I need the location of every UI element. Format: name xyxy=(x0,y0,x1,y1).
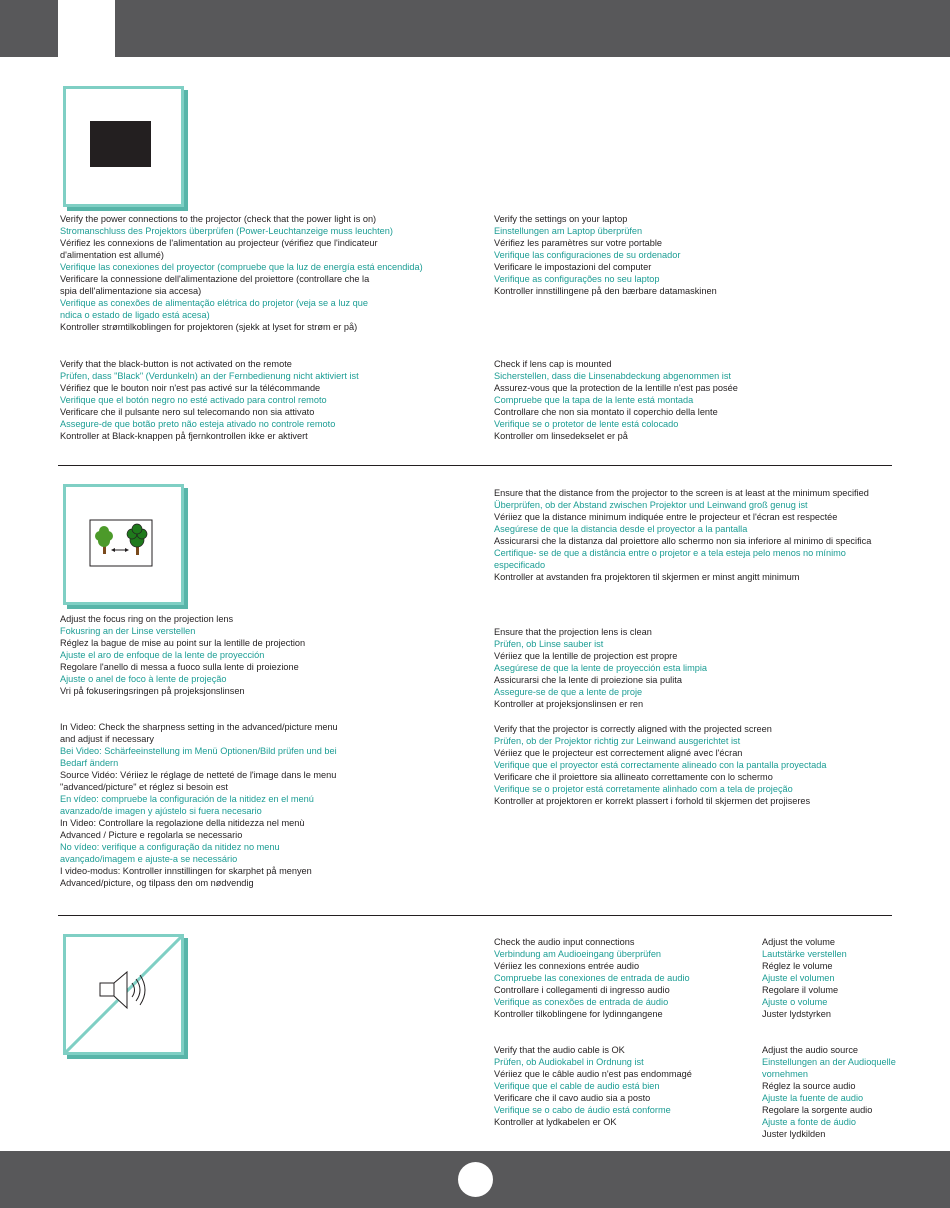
text-line: Verifique se o projetor está corretamente alinhado com a tela de projeção xyxy=(494,784,793,794)
text-line: Advanced / Picture e regolarla se necessario xyxy=(60,830,243,840)
text-line: Regolare l'anello di messa a fuoco sulla lente di proiezione xyxy=(60,662,299,672)
text-line: Kontroller innstillingene på den bærbare datamaskinen xyxy=(494,286,717,296)
text-block xyxy=(762,936,847,1020)
text-line: Verifique as configurações no seu laptop xyxy=(494,274,660,284)
text-line: Überprüfen, ob der Abstand zwischen Projektor und Leinwand groß genug ist xyxy=(494,500,808,510)
text-line: Advanced/picture, og tilpass den om nødvendig xyxy=(60,878,254,888)
text-block xyxy=(494,936,690,1020)
text-line: Adjust the audio source xyxy=(762,1045,859,1055)
text-line: Verificare le impostazioni del computer xyxy=(494,262,652,272)
speaker-muted-icon xyxy=(63,934,184,1055)
text-line: Vériiez les connexions entrée audio xyxy=(494,961,640,971)
text-line: Verify that the projector is correctly aligned with the projected screen xyxy=(494,724,772,734)
text-line: Verbindung am Audioeingang überprüfen xyxy=(494,949,662,959)
text-line: Controllare che non sia montato il coperchio della lente xyxy=(494,407,718,417)
speaker-mute-illustration xyxy=(66,937,181,1052)
text-block xyxy=(494,487,871,583)
text-line: Verifique las configuraciones de su ordenador xyxy=(494,250,681,260)
text-line: Juster lydstyrken xyxy=(762,1009,831,1019)
text-block xyxy=(494,358,738,442)
text-line: Kontroller at avstanden fra projektoren til skjermen er minst angitt minimum xyxy=(494,572,800,582)
text-line: Assicurarsi che la lente di proiezione sia pulita xyxy=(494,675,682,685)
text-line: Check the audio input connections xyxy=(494,937,635,947)
text-line: Ajuste el aro de enfoque de la lente de proyección xyxy=(60,650,265,660)
text-line: avanzado/de imagen y ajústelo si fuera necesario xyxy=(60,806,262,816)
text-block xyxy=(60,213,423,333)
text-line: Kontroller om linsedekselet er på xyxy=(494,431,628,441)
text-line: Ensure that the distance from the projector to the screen is at least at the minimum specified xyxy=(494,488,869,498)
text-line: Einstellungen am Laptop überprüfen xyxy=(494,226,643,236)
text-line: Verifique se o cabo de áudio está conforme xyxy=(494,1105,671,1115)
projector-black-screen-icon xyxy=(63,86,184,207)
text-block xyxy=(60,358,359,442)
text-line: Regolare il volume xyxy=(762,985,839,995)
text-line: Check if lens cap is mounted xyxy=(494,359,612,369)
text-line: Verifique se o protetor de lente está colocado xyxy=(494,419,679,429)
text-line: Prüfen, ob Linse sauber ist xyxy=(494,639,604,649)
text-line: Verificare che il proiettore sia allineato correttamente con lo schermo xyxy=(494,772,773,782)
text-line: spia dell'alimentazione sia accesa) xyxy=(60,286,202,296)
text-line: Prüfen, ob Audiokabel in Ordnung ist xyxy=(494,1057,644,1067)
text-line: Compruebe que la tapa de la lente está montada xyxy=(494,395,694,405)
text-line: Kontroller at projektoren er korrekt plassert i forhold til skjermen det projiseres xyxy=(494,796,811,806)
text-line: Asegúrese de que la distancia desde el proyector a la pantalla xyxy=(494,524,748,534)
text-line: Vériiez que le projecteur est correctement aligné avec l'écran xyxy=(494,748,743,758)
black-screen-shape xyxy=(90,121,151,167)
text-line: Verifique las conexiones del proyector (compruebe que la luz de energía está encendida) xyxy=(60,262,423,272)
text-line: Regolare la sorgente audio xyxy=(762,1105,873,1115)
text-line: Adjust the focus ring on the projection lens xyxy=(60,614,234,624)
text-line: ndica o estado de ligado está acesa) xyxy=(60,310,210,320)
text-line: Vri på fokuseringsringen på projeksjonslinsen xyxy=(60,686,245,696)
section-divider xyxy=(58,465,892,466)
text-line: Assegure-se de que a lente de proje xyxy=(494,687,643,697)
text-line: Ajuste o anel de foco à lente de projeção xyxy=(60,674,227,684)
text-line: Verify the power connections to the projector (check that the power light is on) xyxy=(60,214,377,224)
text-line: Verificare che il pulsante nero sul telecomando non sia attivato xyxy=(60,407,315,417)
text-line: Vérifiez que le bouton noir n'est pas activé sur la télécommande xyxy=(60,383,321,393)
text-line: Bei Video: Schärfeeinstellung im Menü Optionen/Bild prüfen und bei xyxy=(60,746,337,756)
text-line: No vídeo: verifique a configuração da nitidez no menu xyxy=(60,842,280,852)
footer-bar xyxy=(0,1151,950,1208)
text-line: In Video: Controllare la regolazione della nitidezza nel menù xyxy=(60,818,305,828)
text-line: Prüfen, ob der Projektor richtig zur Leinwand ausgerichtet ist xyxy=(494,736,741,746)
text-line: In Video: Check the sharpness setting in the advanced/picture menu xyxy=(60,722,338,732)
text-line: Asegúrese de que la lente de proyección esta limpia xyxy=(494,663,707,673)
text-line: Vériiez que le câble audio n'est pas endommagé xyxy=(494,1069,692,1079)
text-line: Lautstärke verstellen xyxy=(762,949,847,959)
text-block xyxy=(494,723,827,807)
text-line: Vériiez que la lentille de projection est propre xyxy=(494,651,678,661)
text-line: Vériiez que la distance minimum indiquée entre le projecteur et l'écran est respectée xyxy=(494,512,838,522)
text-line: "advanced/picture" et réglez si besoin est xyxy=(60,782,228,792)
text-line: Ajuste a fonte de áudio xyxy=(762,1117,856,1127)
text-line: avançado/imagem e ajuste-a se necessário xyxy=(60,854,238,864)
text-line: Verifique as conexões de alimentação elétrica do projetor (veja se a luz que xyxy=(60,298,368,308)
text-line: Source Vidéo: Vériiez le réglage de netteté de l'image dans le menu xyxy=(60,770,337,780)
text-line: Réglez la bague de mise au point sur la lentille de projection xyxy=(60,638,306,648)
text-line: Verify that the black-button is not activated on the remote xyxy=(60,359,292,369)
text-block xyxy=(494,213,717,297)
page-tab-marker xyxy=(58,0,115,57)
text-line: Sicherstellen, dass die Linsenabdeckung abgenommen ist xyxy=(494,371,731,381)
text-line: Compruebe las conexiones de entrada de audio xyxy=(494,973,690,983)
text-line: Vérifiez les paramètres sur votre portable xyxy=(494,238,662,248)
text-line: Bedarf ändern xyxy=(60,758,119,768)
text-line: vornehmen xyxy=(762,1069,808,1079)
text-line: Verifique que el proyector está correctamente alineado con la pantalla proyectada xyxy=(494,760,827,770)
header-bar xyxy=(0,0,950,57)
text-line: Assurez-vous que la protection de la lentille n'est pas posée xyxy=(494,383,738,393)
text-line: d'alimentation est allumé) xyxy=(60,250,164,260)
out-of-focus-trees-icon xyxy=(63,484,184,605)
text-line: Ajuste el volumen xyxy=(762,973,835,983)
text-line: especificado xyxy=(494,560,546,570)
text-line: Certifique- se de que a distância entre o projetor e a tela esteja pelo menos no mínimo xyxy=(494,548,846,558)
text-block xyxy=(494,626,707,710)
text-line: Réglez la source audio xyxy=(762,1081,856,1091)
text-line: Stromanschluss des Projektors überprüfen (Power-Leuchtanzeige muss leuchten) xyxy=(60,226,393,236)
text-line: Einstellungen an der Audioquelle xyxy=(762,1057,896,1067)
text-line: Réglez le volume xyxy=(762,961,833,971)
text-line: Juster lydkilden xyxy=(762,1129,826,1139)
text-line: Verify the settings on your laptop xyxy=(494,214,628,224)
text-line: Verifique as conexões de entrada de áudio xyxy=(494,997,669,1007)
text-block xyxy=(60,613,305,697)
text-line: Ajuste la fuente de audio xyxy=(762,1093,864,1103)
text-line: Prüfen, dass "Black" (Verdunkeln) an der Fernbedienung nicht aktiviert ist xyxy=(60,371,359,381)
text-line: and adjust if necessary xyxy=(60,734,154,744)
text-line: Kontroller strømtilkoblingen for projektoren (sjekk at lyset for strøm er på) xyxy=(60,322,358,332)
text-line: Controllare i collegamenti di ingresso audio xyxy=(494,985,670,995)
text-line: Verify that the audio cable is OK xyxy=(494,1045,625,1055)
text-line: Verifique que el botón negro no esté activado para control remoto xyxy=(60,395,327,405)
text-line: Ensure that the projection lens is clean xyxy=(494,627,652,637)
text-line: Verificare la connessione dell'alimentazione del proiettore (controllare che la xyxy=(60,274,370,284)
text-line: Kontroller at Black-knappen på fjernkontrollen ikke er aktivert xyxy=(60,431,308,441)
text-block xyxy=(494,1044,692,1128)
text-line: Adjust the volume xyxy=(762,937,836,947)
text-line: I video-modus: Kontroller innstillingen for skarphet på menyen xyxy=(60,866,312,876)
text-line: Verifique que el cable de audio está bien xyxy=(494,1081,660,1091)
trees-focus-illustration xyxy=(66,487,181,602)
text-block xyxy=(60,721,338,889)
text-line: Vérifiez les connexions de l'alimentation au projecteur (vérifiez que l'indicateur xyxy=(60,238,378,248)
text-line: Fokusring an der Linse verstellen xyxy=(60,626,196,636)
text-line: Assicurarsi che la distanza dal proiettore allo schermo non sia inferiore al minimo di specifica xyxy=(494,536,872,546)
page-number-circle xyxy=(458,1162,493,1197)
text-line: Ajuste o volume xyxy=(762,997,828,1007)
text-line: Kontroller at lydkabelen er OK xyxy=(494,1117,617,1127)
text-line: Kontroller tilkoblingene for lydinngangene xyxy=(494,1009,663,1019)
text-line: En vídeo: compruebe la configuración de la nitidez en el menú xyxy=(60,794,314,804)
section-divider xyxy=(58,915,892,916)
text-block xyxy=(762,1044,896,1140)
text-line: Verificare che il cavo audio sia a posto xyxy=(494,1093,651,1103)
text-line: Assegure-de que botão preto não esteja ativado no controle remoto xyxy=(60,419,336,429)
text-line: Kontroller at projeksjonslinsen er ren xyxy=(494,699,644,709)
